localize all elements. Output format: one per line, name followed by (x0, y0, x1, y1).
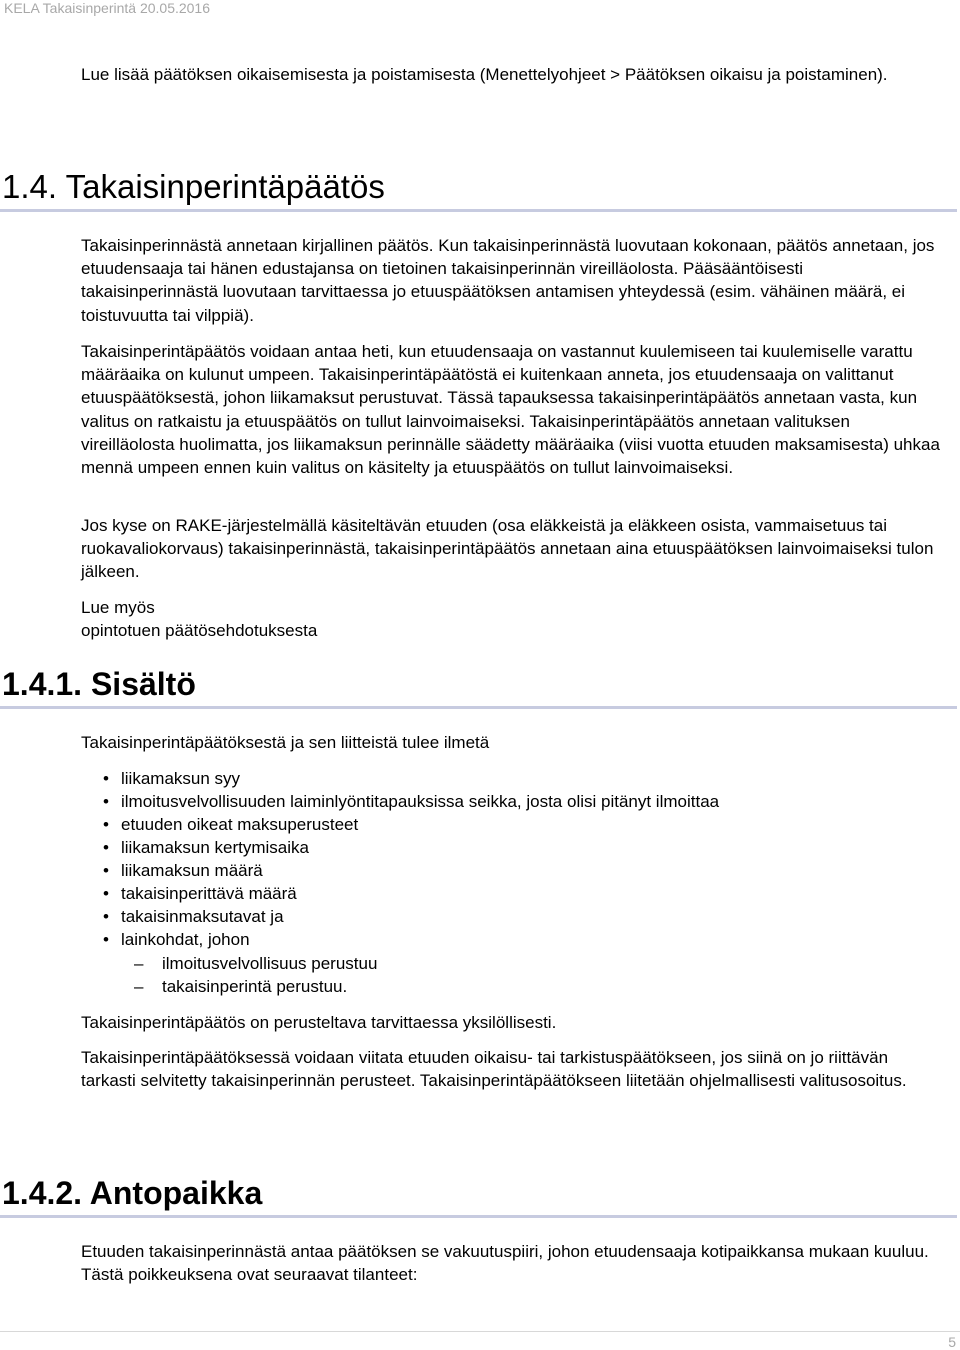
bullet: • (103, 884, 109, 903)
paragraph: Etuuden takaisinperinnästä antaa päätöksen se vakuutuspiiri, johon etuudensaaja kotipaikkansa mukaan kuuluu. Tästä poikkeuksena ovat seuraavat tilanteet: (81, 1242, 929, 1285)
heading-rule (0, 209, 957, 212)
bullet: • (103, 769, 109, 788)
list-item: lainkohdat, johon (121, 930, 250, 949)
paragraph: Takaisinperinnästä annetaan kirjallinen päätös. Kun takaisinperinnästä luovutaan kokonaan, päätös annetaan, jos etuudensaaja tai hänen edustajansa on tietoinen takaisinperinnän vireilläolosta. Pääsääntöisesti takaisinperinnästä luovutaan tarvittaessa jo etuuspäätöksen antamisen yhteydessä (esim. vähäinen määrä, ei toistuvuutta tai vilppiä). (81, 236, 935, 325)
section-heading-1-4-2: 1.4.2. Antopaikka (2, 1175, 263, 1211)
list-item: liikamaksun syy (121, 769, 241, 788)
dash: – (134, 977, 144, 996)
list-item: etuuden oikeat maksuperusteet (121, 815, 359, 834)
bullet: • (103, 907, 109, 926)
bullet: • (103, 792, 109, 811)
sub-list-item: ilmoitusvelvollisuus perustuu (162, 954, 378, 973)
document-header: KELA Takaisinperintä 20.05.2016 (4, 0, 211, 16)
list-item: liikamaksun määrä (121, 861, 263, 880)
footer-rule (0, 1331, 960, 1332)
list-item: takaisinmaksutavat ja (121, 907, 284, 926)
intro-paragraph: Lue lisää päätöksen oikaisemisesta ja poistamisesta (Menettelyohjeet > Päätöksen oikaisu ja poistaminen). (81, 65, 888, 84)
list-intro: Takaisinperintäpäätöksestä ja sen liitteistä tulee ilmetä (81, 733, 490, 752)
bullet: • (103, 838, 109, 857)
heading-rule (0, 706, 957, 709)
section-heading-1-4-1: 1.4.1. Sisältö (2, 666, 196, 702)
heading-rule (0, 1215, 957, 1218)
paragraph: Takaisinperintäpäätös on perusteltava tarvittaessa yksilöllisesti. (81, 1013, 557, 1032)
bullet: • (103, 861, 109, 880)
dash: – (134, 954, 144, 973)
list-item: ilmoitusvelvollisuuden laiminlyöntitapauksissa seikka, josta olisi pitänyt ilmoittaa (121, 792, 720, 811)
list-item: takaisinperittävä määrä (121, 884, 297, 903)
list-item: liikamaksun kertymisaika (121, 838, 309, 857)
paragraph: Takaisinperintäpäätös voidaan antaa heti, kun etuudensaaja on vastannut kuulemiseen tai kuulemiselle varattu määräaika on kulunut umpeen. Takaisinperintäpäätöstä ei kuitenkaan anneta, jos etuudensaaja on valittanut etuuspäätöksestä, johon liikamaksut perustuvat. Tässä tapauksessa takaisinperintäpäätös annetaan vasta, kun valitus on ratkaistu ja etuuspäätös on tullut lainvoimaiseksi. Takaisinperintäpäätös annetaan valituksen vireilläolosta huolimatta, jos liikamaksun perinnälle säädetty määräaika (viisi vuotta etuuden maksamisesta) uhkaa mennä umpeen ennen kuin valitus on käsitelty ja etuuspäätös on tullut lainvoimaiseksi. (81, 342, 940, 478)
bullet: • (103, 815, 109, 834)
bullet: • (103, 930, 109, 949)
sub-list-item: takaisinperintä perustuu. (162, 977, 348, 996)
section-heading-1-4: 1.4. Takaisinperintäpäätös (2, 168, 385, 205)
paragraph: Takaisinperintäpäätöksessä voidaan viitata etuuden oikaisu- tai tarkistuspäätökseen, jos siinä on jo riittävän tarkasti selvitetty takaisinperinnän perusteet. Takaisinperintäpäätökseen liitetään ohjelmallisesti valitusosoitus. (81, 1048, 907, 1091)
page-number: 5 (948, 1334, 956, 1350)
see-also-label: Lue myös (81, 598, 155, 617)
see-also-link[interactable]: opintotuen päätösehdotuksesta (81, 621, 318, 640)
paragraph: Jos kyse on RAKE-järjestelmällä käsiteltävän etuuden (osa eläkkeistä ja eläkkeen osista, vammaisetuus tai ruokavaliokorvaus) takaisinperinnästä, takaisinperintäpäätös annetaan aina etuuspäätöksen lainvoimaiseksi tulon jälkeen. (81, 516, 934, 582)
